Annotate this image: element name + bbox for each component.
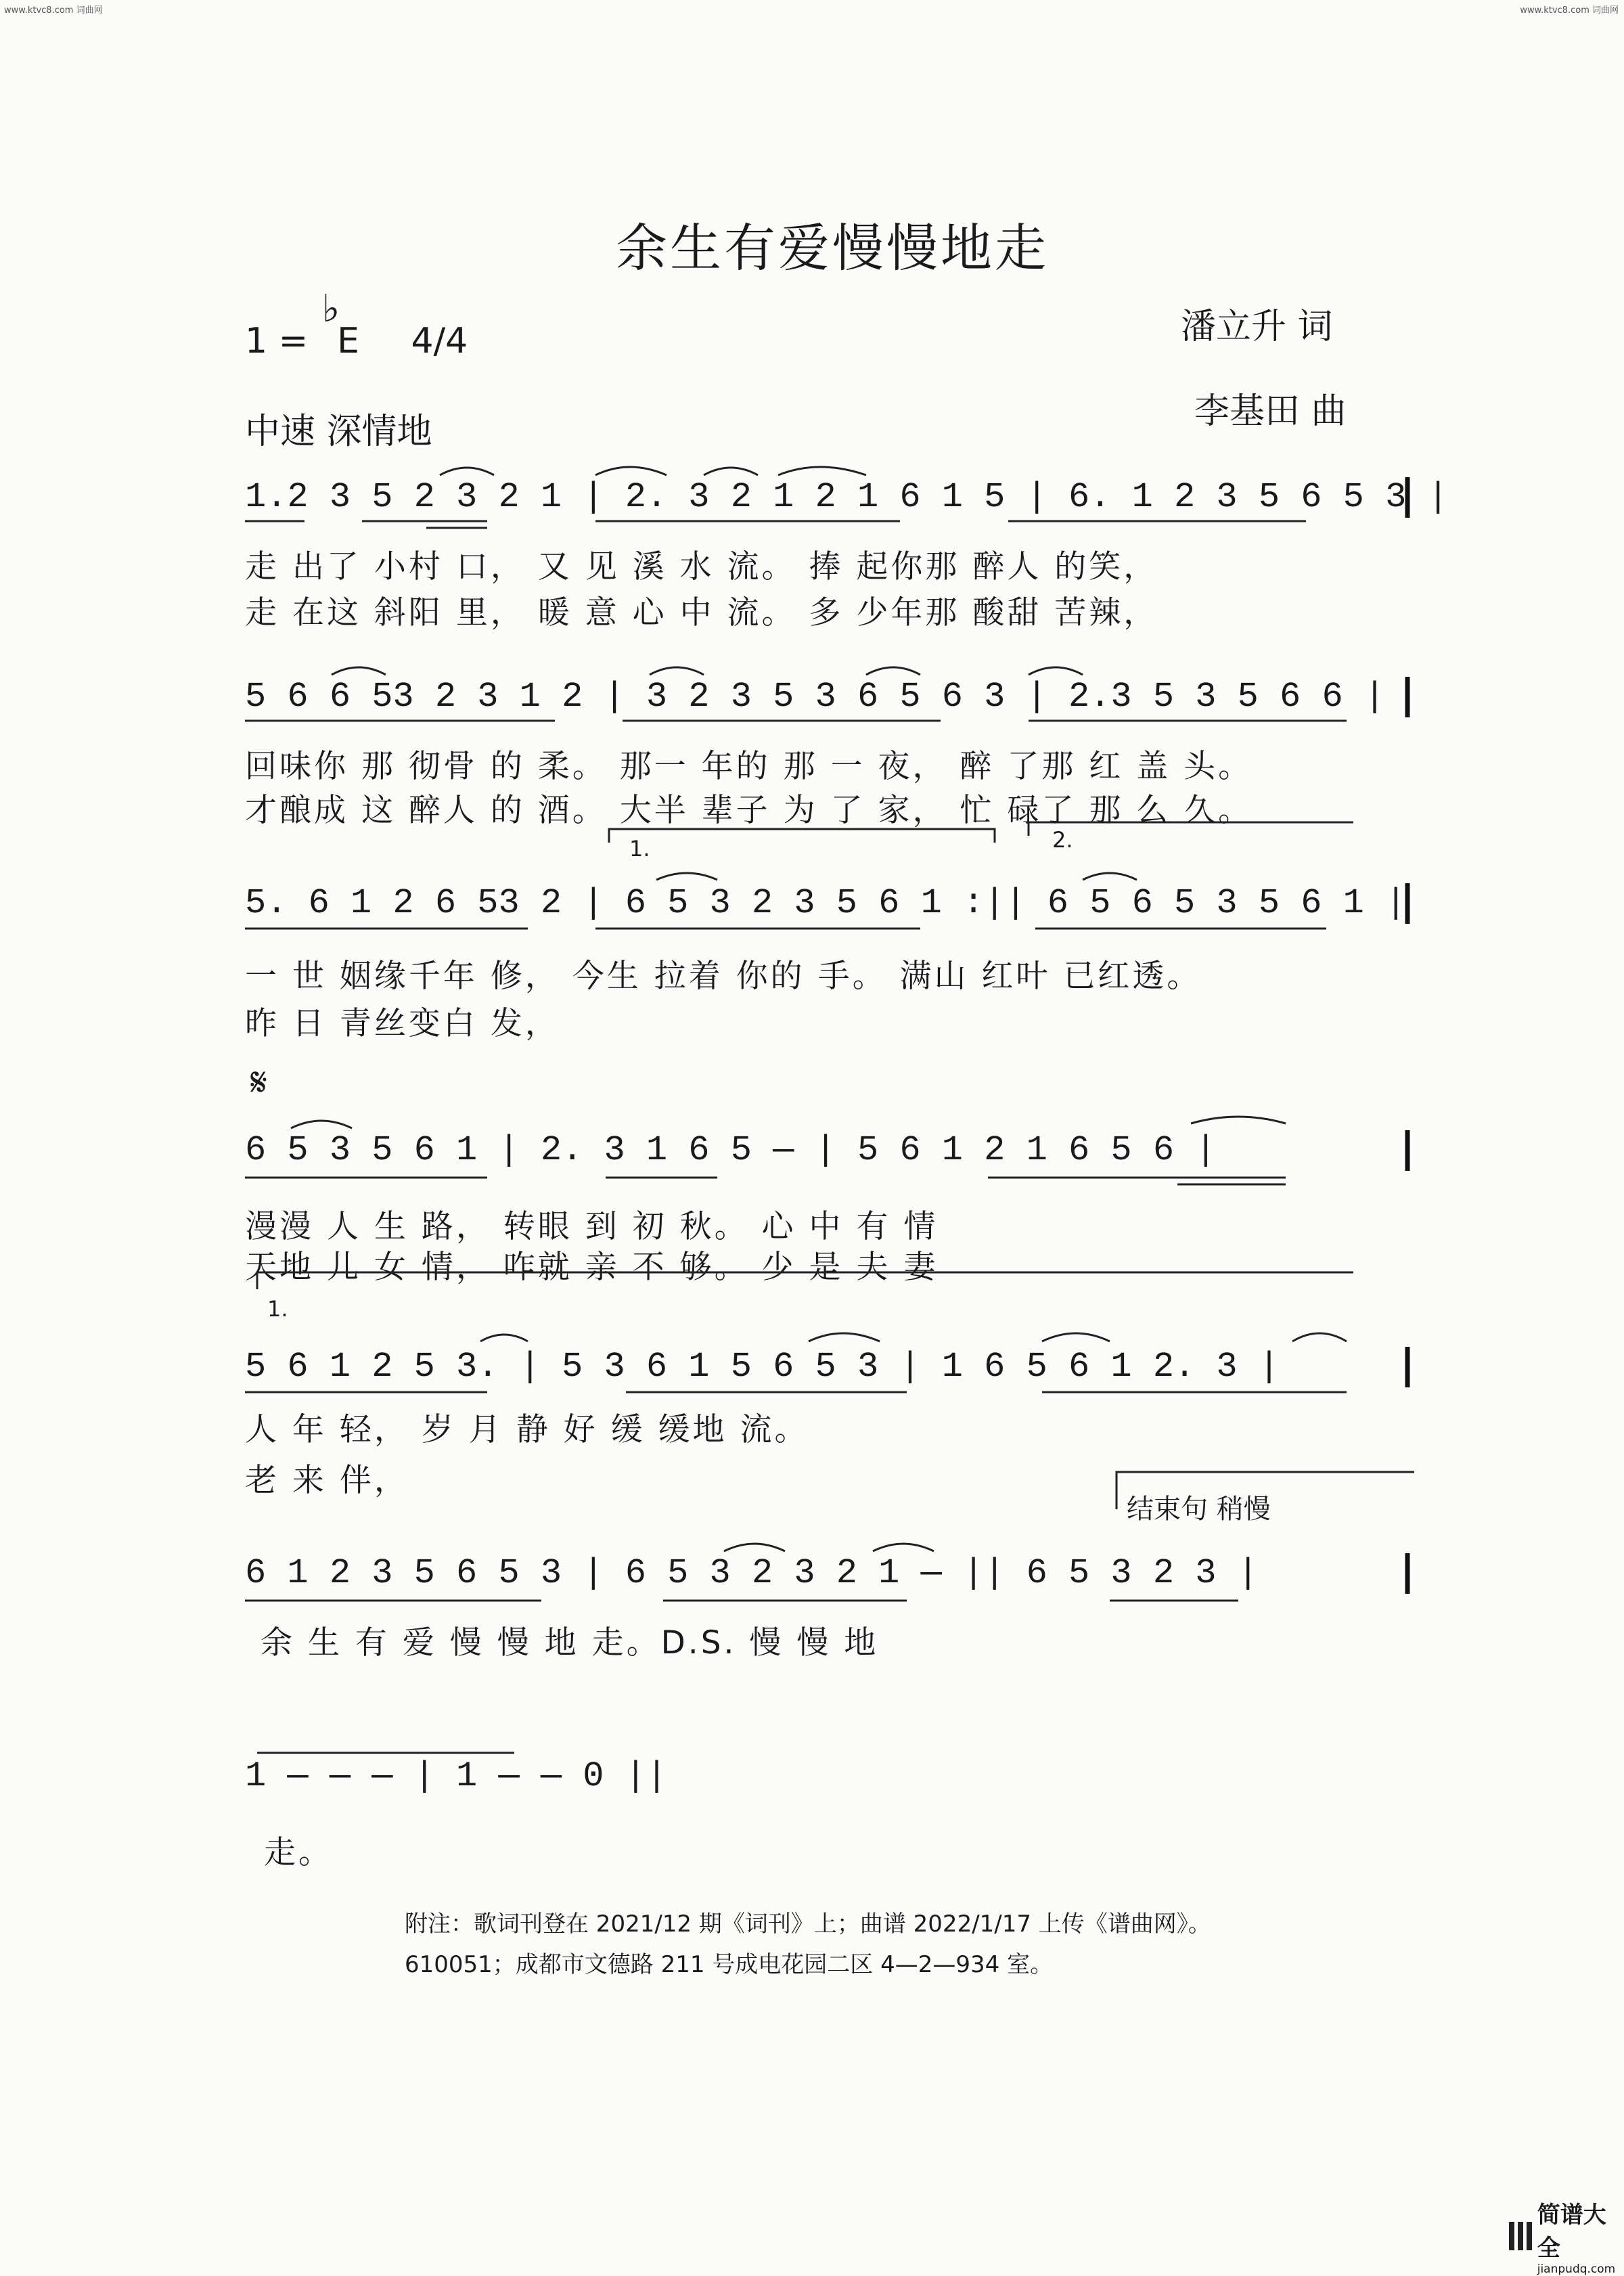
ending-bracket-1 [609, 829, 995, 843]
logo-bars-icon [1508, 2219, 1533, 2253]
time-signature: 4/4 [411, 321, 468, 361]
closing-phrase-label: 结束句 稍慢 [1127, 1494, 1271, 1525]
notation-line-5: 5 6 1 2 5 3. | 5 3 6 1 5 6 5 3 | 1 6 5 6 1 2. 3 | [245, 1347, 1280, 1387]
segno-sign: 𝄋 [250, 1059, 267, 1105]
tempo-marking: 中速 深情地 [245, 411, 432, 452]
key-note: E [337, 321, 359, 361]
tie-arc [873, 1544, 934, 1551]
notation-line-6: 6 1 2 3 5 6 5 3 | 6 5 3 2 3 2 1 — || 6 5 3 2 3 | [245, 1553, 1259, 1593]
tie-arc [332, 667, 386, 675]
tie-arc [1083, 873, 1137, 880]
tie-arc [1042, 1333, 1110, 1341]
tie-arc [778, 467, 866, 475]
site-logo [1508, 2196, 1624, 2276]
watermark-left: www.ktvc8.com 词曲网 [4, 5, 103, 16]
notation-line-7: 1 — — — | 1 — — 0 || [245, 1756, 668, 1796]
tie-arc [440, 468, 494, 475]
notation-line-3: 5. 6 1 2 6 53 2 | 6 5 3 2 3 5 6 1 :|| 6 5 6 5 3 5 6 1 | [245, 883, 1407, 923]
tie-arc [866, 667, 920, 675]
lyrics-line-7a: 走。 [264, 1834, 333, 1871]
flat-sign: ♭ [321, 287, 340, 331]
notation-line-1: 1.2 3 5 2 3 2 1 | 2. 3 2 1 2 1 6 1 5 | 6. 1 2 3 5 6 5 3 | [245, 477, 1449, 517]
lyrics-line-3b: 昨 日 青丝变白 发， [245, 1005, 560, 1042]
ending-one-label: 1. [629, 836, 650, 862]
footer-note: 附注：歌词刊登在 2021/12 期《词刊》上；曲谱 2022/1/17 上传《谱曲网》。 [405, 1911, 1211, 1938]
key-prefix: 1 = [245, 321, 309, 361]
lyrics-line-2b: 才酿成 这 醉人 的 酒。 大半 辈子 为 了 家， 忙 碌了 那 么 久。 [245, 792, 1253, 829]
lyrics-line-3a: 一 世 姻缘千年 修， 今生 拉着 你的 手。 满山 红叶 已红透。 [245, 958, 1202, 995]
notation-line-4: 6 5 3 5 6 1 | 2. 3 1 6 5 — | 5 6 1 2 1 6 5 6 | [245, 1130, 1217, 1170]
lyrics-line-6a: 余 生 有 爱 慢 慢 地 走。D.S. 慢 慢 地 [261, 1624, 879, 1661]
ending-bracket-2 [1029, 822, 1353, 836]
page-title: 余生有爱慢慢地走 [616, 218, 1049, 278]
ending-two-label: 2. [1052, 827, 1073, 853]
logo-name: 简谱大全 [1537, 2202, 1606, 2262]
tie-arc [656, 873, 717, 880]
lyrics-line-4b: 天地 儿 女 情， 咋就 亲 不 够。 少 是 夫 妻 [245, 1249, 939, 1286]
footer-address: 610051；成都市文德路 211 号成电花园二区 4—2—934 室。 [405, 1951, 1054, 1978]
lyricist-credit: 潘立升 词 [1181, 307, 1333, 347]
lyrics-line-1b: 走 在这 斜阳 里， 暖 意 心 中 流。 多 少年那 酸甜 苦辣， [245, 594, 1158, 631]
ending-one-label-2: 1. [267, 1296, 288, 1322]
composer-credit: 李基田 曲 [1194, 391, 1347, 432]
tie-arc [1029, 667, 1083, 675]
lyrics-line-5a: 人 年 轻， 岁 月 静 好 缓 缓地 流。 [245, 1411, 809, 1448]
tie-arc [480, 1335, 528, 1341]
tie-arc [724, 1544, 785, 1551]
notation-line-2: 5 6 6 53 2 3 1 2 | 3 2 3 5 3 6 5 6 3 | 2.3 5 3 5 6 6 | [245, 677, 1386, 717]
tie-arc [704, 468, 758, 475]
tie-arc [1292, 1333, 1347, 1341]
lyrics-line-1a: 走 出了 小村 口， 又 见 溪 水 流。 捧 起你那 醉人 的笑， [245, 548, 1158, 585]
tie-arc [1191, 1117, 1286, 1123]
ending-bracket-3 [257, 1272, 1353, 1289]
tie-arc [595, 467, 667, 475]
watermark-right: www.ktvc8.com 词曲网 [1520, 5, 1619, 16]
lyrics-line-2a: 回味你 那 彻骨 的 柔。 那一 年的 那 一 夜， 醉 了那 红 盖 头。 [245, 748, 1253, 785]
closing-bracket [1116, 1472, 1414, 1509]
tie-arc [650, 667, 704, 675]
lyrics-line-5b: 老 来 伴， [245, 1462, 409, 1499]
logo-site: jianpudq.com [1537, 2262, 1616, 2276]
lyrics-line-4a: 漫漫 人 生 路， 转眼 到 初 秋。 心 中 有 情 [245, 1208, 939, 1245]
tie-arc [291, 1121, 352, 1128]
tie-arc [809, 1333, 880, 1341]
